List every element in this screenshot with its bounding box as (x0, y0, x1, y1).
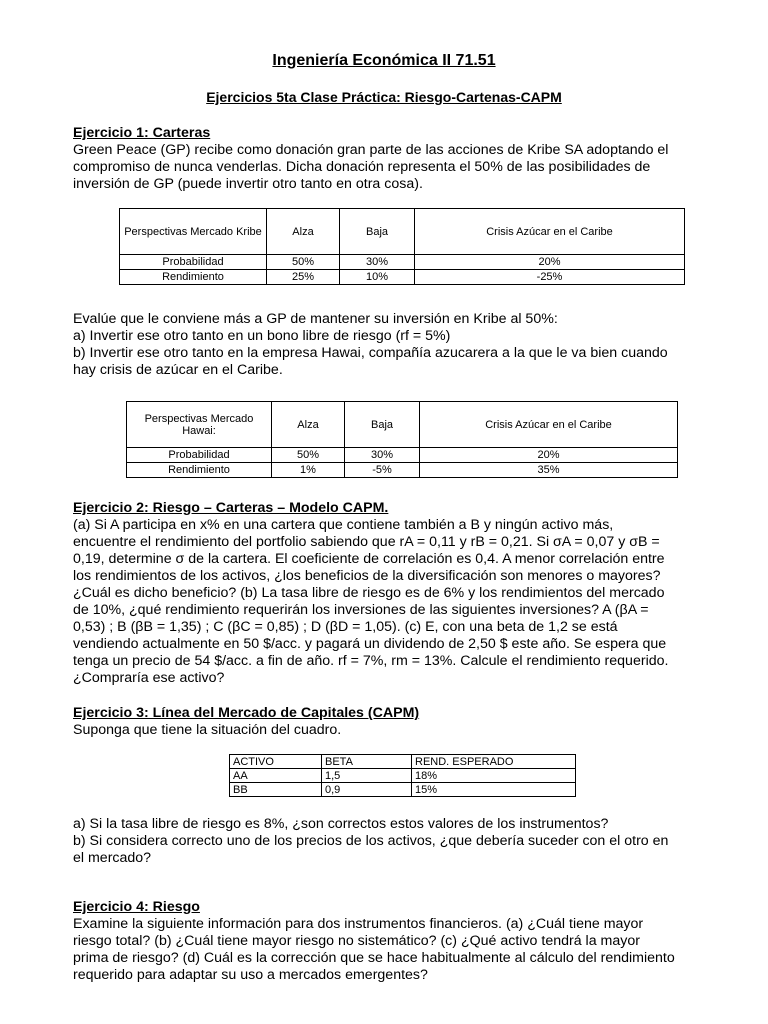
text-line: ¿Compraría ese activo? (73, 670, 225, 686)
table-cell: BETA (322, 755, 412, 769)
text-line: b) Invertir ese otro tanto en la empresa Hawai, compañía azucarera a la que le va bien cuando (73, 345, 668, 361)
exercise-3-intro (73, 722, 763, 739)
document-title: Ingeniería Económica II 71.51 (272, 52, 496, 69)
table-cell: Probabilidad (120, 255, 267, 270)
text-line: (a) Si A participa en x% en una cartera que contiene también a B y ningún activo más, (73, 517, 614, 533)
table-cell: Baja (345, 402, 420, 448)
table-cell: 35% (420, 463, 678, 478)
text-line: Green Peace (GP) recibe como donación gran parte de las acciones de Kribe SA adoptando el (73, 142, 669, 158)
table-cell: 25% (267, 270, 340, 285)
table-header-row (120, 209, 685, 255)
document-subtitle: Ejercicios 5ta Clase Práctica: Riesgo-Cartenas-CAPM (206, 89, 562, 105)
table-row (230, 769, 576, 783)
table-cell: 18% (412, 769, 576, 783)
table-capm (229, 754, 576, 797)
table-cell: 1,5 (322, 769, 412, 783)
table-cell: Perspectivas Mercado Hawai: (127, 402, 272, 448)
table-cell: AA (230, 769, 322, 783)
table-cell: -25% (415, 270, 685, 285)
table-cell: 50% (267, 255, 340, 270)
table-hawai (126, 401, 678, 478)
table-cell: 15% (412, 783, 576, 797)
table-cell: 20% (420, 448, 678, 463)
text-line: de 10%, ¿qué rendimiento requerirán los inversiones de las siguientes inversiones? A (βA = (73, 602, 649, 618)
exercise-2 (73, 500, 763, 687)
exercise-1-options (73, 311, 763, 379)
exercise-3-heading: Ejercicio 3: Línea del Mercado de Capitales (CAPM) (73, 705, 420, 721)
table-cell: Crisis Azúcar en el Caribe (415, 209, 685, 255)
text-line: a) Invertir ese otro tanto en un bono libre de riesgo (rf = 5%) (73, 328, 451, 344)
table-cell: REND. ESPERADO (412, 755, 576, 769)
text-line: a) Si la tasa libre de riesgo es 8%, ¿son correctos estos valores de los instrumentos? (73, 816, 609, 832)
table-cell: -5% (345, 463, 420, 478)
table-cell: 30% (345, 448, 420, 463)
text-line: 0,53) ; B (βB = 1,35) ; C (βC = 0,85) ; D (βD = 1,05). (c) E, con una beta de 1,2 se está (73, 619, 618, 635)
table-cell: Crisis Azúcar en el Caribe (420, 402, 678, 448)
table-row (127, 463, 678, 478)
exercise-3-text (73, 816, 763, 867)
text-line: Suponga que tiene la situación del cuadro. (73, 722, 342, 738)
exercise-2-text (73, 517, 763, 687)
table-cell: Alza (272, 402, 345, 448)
text-line: inversión de GP (puede invertir otro tanto en otra cosa). (73, 176, 423, 192)
text-line: Evalúe que le conviene más a GP de mantener su inversión en Kribe al 50%: (73, 311, 558, 327)
exercise-4-text (73, 916, 763, 984)
text-line: los rendimientos de los activos, ¿los beneficios de la diversificación son menores o mayores? (73, 568, 661, 584)
table-row (120, 255, 685, 270)
exercise-1-options-text (73, 311, 763, 379)
text-line: encuentre el rendimiento del portfolio sabiendo que rA = 0,11 y rB = 0,21. Si σA = 0,07 y σB = (73, 534, 660, 550)
table-cell: 30% (340, 255, 415, 270)
text-line: el mercado? (73, 850, 152, 866)
table-cell: 0,9 (322, 783, 412, 797)
text-line: prima de riesgo? (d) Cuál es la corrección que se hace habitualmente al cálculo del rendimiento (73, 950, 675, 966)
table-cell: Perspectivas Mercado Kribe (120, 209, 267, 255)
table-cell: Rendimiento (127, 463, 272, 478)
text-line: vendiendo actualmente en 50 $/acc. y pagará un dividendo de 2,50 $ este año. Se espera que (73, 636, 667, 652)
table-cell: Rendimiento (120, 270, 267, 285)
table-cell: 50% (272, 448, 345, 463)
table-cell: Baja (340, 209, 415, 255)
text-line: requerido para adaptar su uso a mercados emergentes? (73, 967, 428, 983)
exercise-2-heading: Ejercicio 2: Riesgo – Carteras – Modelo CAPM. (73, 500, 389, 516)
table-kribe (119, 208, 685, 285)
text-line: b) Si considera correcto uno de los precios de los activos, ¿que debería suceder con el otro en (73, 833, 669, 849)
table-row (230, 783, 576, 797)
table-cell: BB (230, 783, 322, 797)
table-cell: 1% (272, 463, 345, 478)
exercise-1 (73, 125, 763, 193)
text-line: compromiso de nunca venderlas. Dicha donación representa el 50% de las posibilidades de (73, 159, 651, 175)
exercise-3 (73, 705, 763, 739)
exercise-3-questions (73, 816, 763, 867)
table-cell: 20% (415, 255, 685, 270)
table-cell: Probabilidad (127, 448, 272, 463)
exercise-4 (73, 899, 763, 984)
text-line: ¿Cuál es dicho beneficio? (b) La tasa libre de riesgo es de 6% y los rendimientos del mercado (73, 585, 665, 601)
exercise-1-text (73, 142, 763, 193)
text-line: Examine la siguiente información para dos instrumentos financieros. (a) ¿Cuál tiene mayor (73, 916, 644, 932)
exercise-4-heading: Ejercicio 4: Riesgo (73, 899, 200, 915)
text-line: 0,19, determine σ de la cartera. El coeficiente de correlación es 0,4. A menor correlación entre (73, 551, 665, 567)
text-line: hay crisis de azúcar en el Caribe. (73, 362, 283, 378)
table-header-row (230, 755, 576, 769)
table-row (120, 270, 685, 285)
table-cell: ACTIVO (230, 755, 322, 769)
table-header-row (127, 402, 678, 448)
exercise-1-heading: Ejercicio 1: Carteras (73, 125, 211, 141)
table-cell: 10% (340, 270, 415, 285)
table-cell: Alza (267, 209, 340, 255)
text-line: riesgo total? (b) ¿Cuál tiene mayor riesgo no sistemático? (c) ¿Qué activo tendrá la mayor (73, 933, 640, 949)
table-row (127, 448, 678, 463)
text-line: tenga un precio de 54 $/acc. a fin de año. rf = 7%, rm = 13%. Calcule el rendimiento requerido. (73, 653, 669, 669)
